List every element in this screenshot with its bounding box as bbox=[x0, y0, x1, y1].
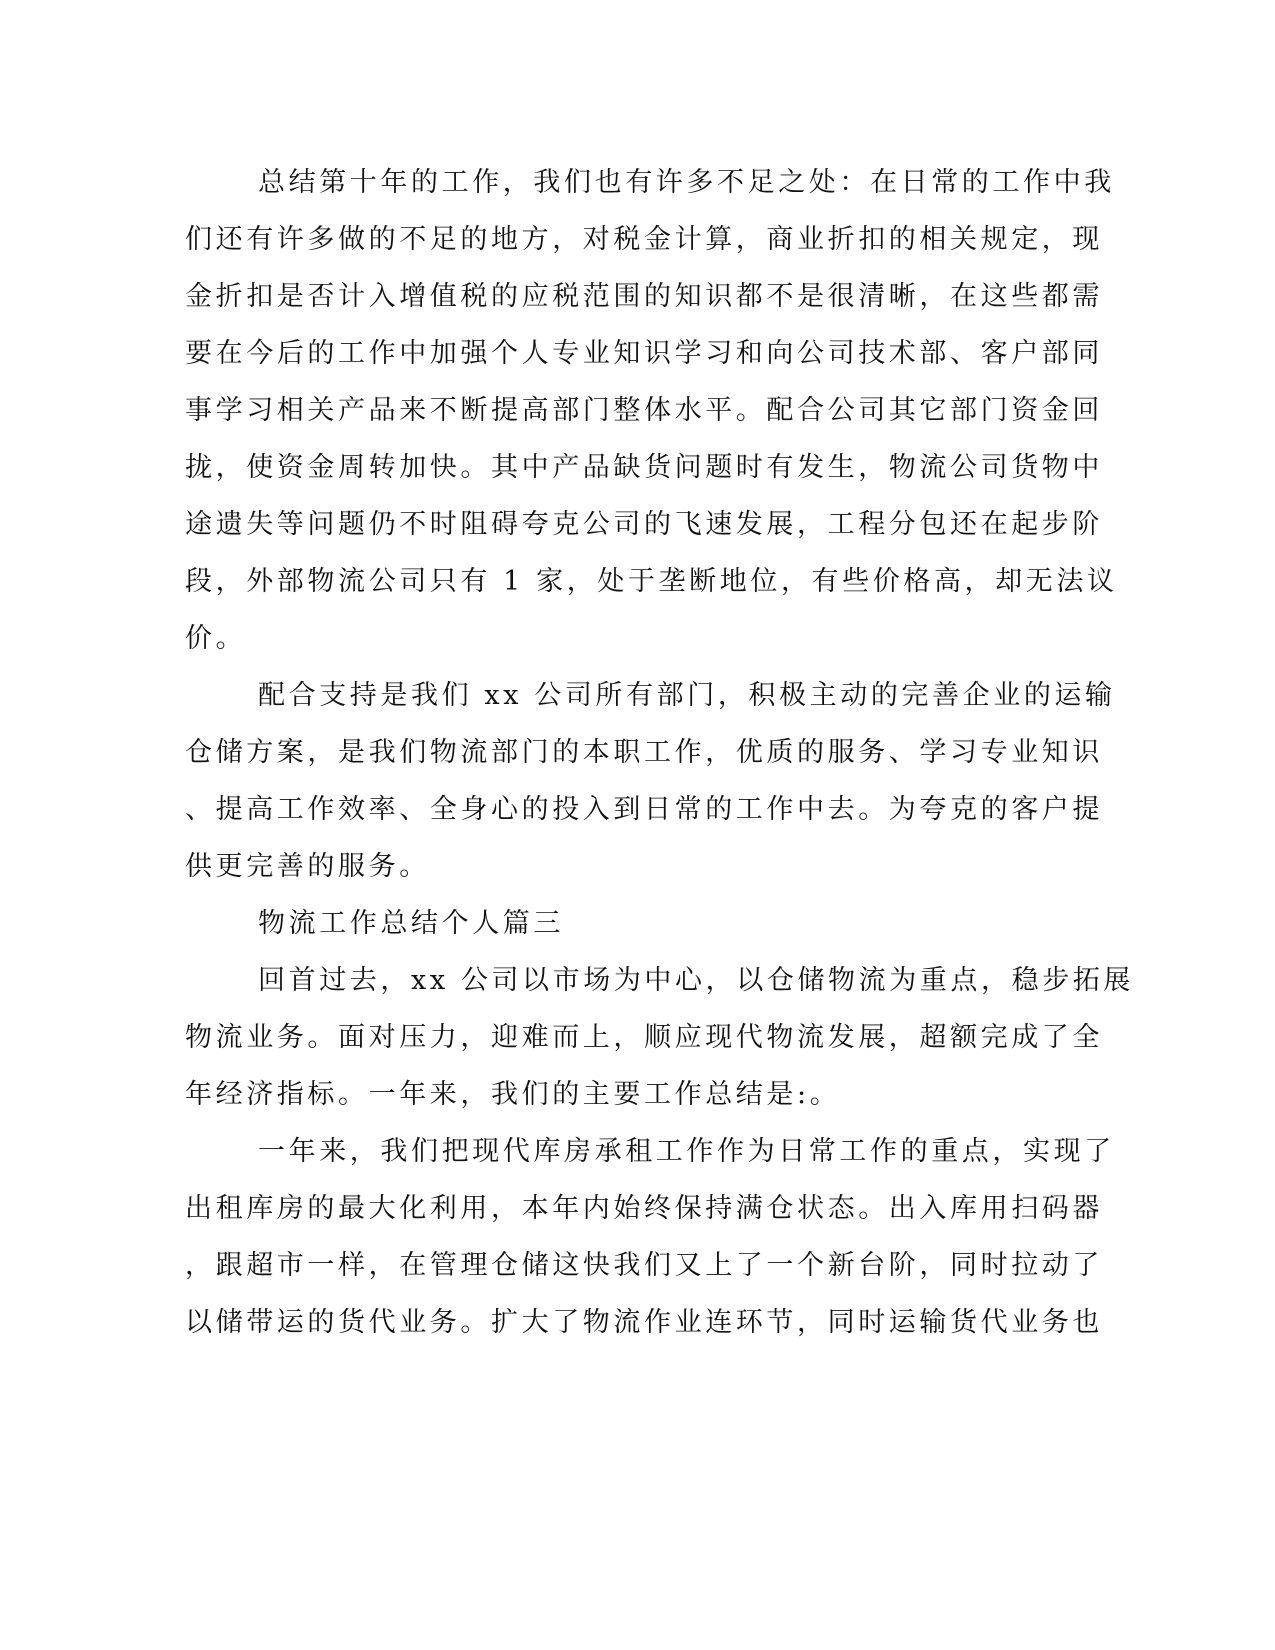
paragraph-4-line-4: 以储带运的货代业务。扩大了物流作业连环节，同时运输货代业务也 bbox=[185, 1307, 1103, 1338]
paragraph-1-line-9: 价。 bbox=[185, 623, 247, 654]
paragraph-2-line-2: 仓储方案，是我们物流部门的本职工作，优质的服务、学习专业知识 bbox=[185, 737, 1103, 768]
paragraph-3-line-2: 物流业务。面对压力，迎难而上，顺应现代物流发展，超额完成了全 bbox=[185, 1022, 1103, 1053]
paragraph-1-line-4: 要在今后的工作中加强个人专业知识学习和向公司技术部、客户部同 bbox=[185, 338, 1103, 369]
paragraph-1-line-6: 拢，使资金周转加快。其中产品缺货问题时有发生，物流公司货物中 bbox=[185, 452, 1103, 483]
paragraph-3-line-3: 年经济指标。一年来，我们的主要工作总结是:。 bbox=[185, 1079, 841, 1110]
paragraph-2-line-3: 、提高工作效率、全身心的投入到日常的工作中去。为夸克的客户提 bbox=[185, 794, 1103, 825]
paragraph-2-line-4: 供更完善的服务。 bbox=[185, 851, 430, 882]
paragraph-1-line-5: 事学习相关产品来不断提高部门整体水平。配合公司其它部门资金回 bbox=[185, 395, 1103, 426]
paragraph-3-line-1: 回首过去，xx 公司以市场为中心，以仓储物流为重点，稳步拓展 bbox=[258, 965, 1135, 996]
paragraph-1-line-1: 总结第十年的工作，我们也有许多不足之处：在日常的工作中我 bbox=[258, 167, 1115, 198]
section-heading: 物流工作总结个人篇三 bbox=[258, 908, 564, 939]
paragraph-2-line-1: 配合支持是我们 xx 公司所有部门，积极主动的完善企业的运输 bbox=[258, 680, 1116, 711]
paragraph-1-line-2: 们还有许多做的不足的地方，对税金计算，商业折扣的相关规定，现 bbox=[185, 224, 1103, 255]
paragraph-1-line-8: 段，外部物流公司只有 1 家，处于垄断地位，有些价格高，却无法议 bbox=[185, 566, 1118, 597]
paragraph-1-line-7: 途遗失等问题仍不时阻碍夸克公司的飞速发展，工程分包还在起步阶 bbox=[185, 509, 1103, 540]
paragraph-1-line-3: 金折扣是否计入增值税的应税范围的知识都不是很清晰，在这些都需 bbox=[185, 281, 1103, 312]
paragraph-4-line-2: 出租库房的最大化利用，本年内始终保持满仓状态。出入库用扫码器 bbox=[185, 1193, 1103, 1224]
paragraph-4-line-3: ，跟超市一样，在管理仓储这快我们又上了一个新台阶，同时拉动了 bbox=[185, 1250, 1103, 1281]
paragraph-4-line-1: 一年来，我们把现代库房承租工作作为日常工作的重点，实现了 bbox=[258, 1136, 1115, 1167]
